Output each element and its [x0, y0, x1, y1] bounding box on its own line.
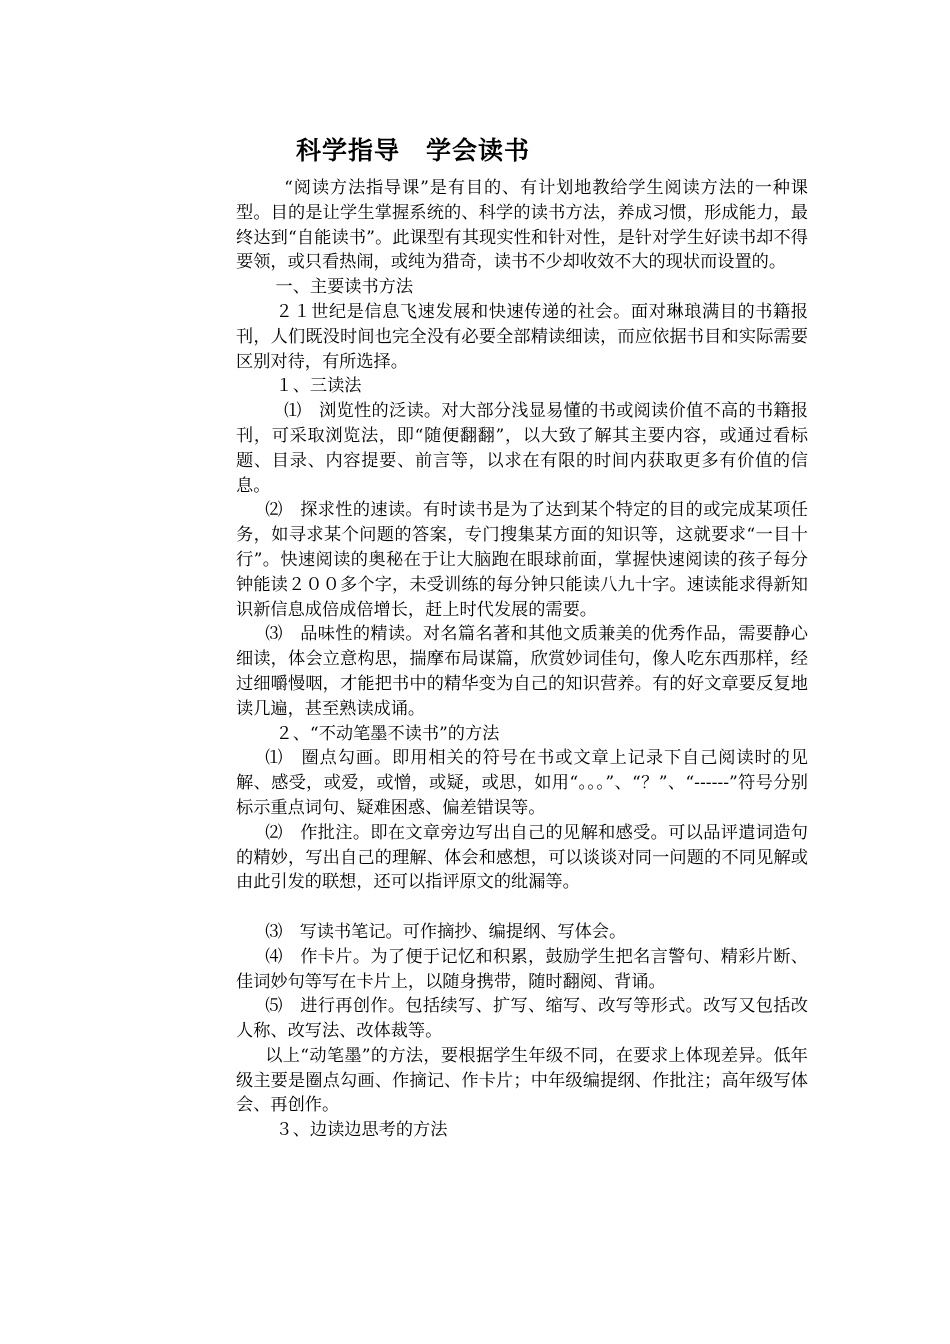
section-heading: 一、主要读书方法 — [275, 277, 414, 298]
subsection-heading: １、三读法 — [275, 376, 362, 397]
list-item-paragraph: ⑶ 写读书笔记。可作摘抄、编提纲、写体会。 — [265, 921, 627, 942]
blank-line — [236, 895, 808, 920]
list-item-paragraph: ⑵ 作批注。即在文章旁边写出自己的见解和感受。可以品评遣词造句的精妙，写出自己的理解、体会和感想，可以谈谈对同一问题的不同见解或由此引发的联想，还可以指评原文的纰漏等。 — [236, 822, 808, 893]
list-item-paragraph: ⑸ 进行再创作。包括续写、扩写、缩写、改写等形式。改写又包括改人称、改写法、改体裁等。 — [236, 996, 808, 1042]
list-item-paragraph: ⑵ 探求性的速读。有时读书是为了达到某个特定的目的或完成某项任务，如寻求某个问题的答案，专门搜集某方面的知识等，这就要求“一目十行”。快速阅读的奥秘在于让大脑跑在眼球前面，掌握快速阅读的孩子每分钟能读２００多个字，未受训练的每分钟只能读八九十字。速读能求得新知识新信息成倍成倍增长，赶上时代发展的需要。 — [236, 500, 808, 620]
intro-paragraph: “阅读方法指导课”是有目的、有计划地教给学生阅读方法的一种课型。目的是让学生掌握系统的、科学的读书方法，养成习惯，形成能力，最终达到“自能读书”。此课型有其现实性和针对性，是针对学生好读书却不得要领，或只看热闹，或纯为猎奇，读书不少却收效不大的现状而设置的。 — [236, 178, 808, 273]
subsection-heading: ３、边读边思考的方法 — [275, 1120, 448, 1141]
list-item-paragraph: ⑶ 品味性的精读。对名篇名著和其他文质兼美的优秀作品，需要静心细读，体会立意构思，揣摩布局谋篇，欣赏妙词佳句，像人吃东西那样，经过细嚼慢咽，才能把书中的精华变为自己的知识营养。有的好文章要反复地读几遍，甚至熟读成诵。 — [236, 624, 808, 719]
body-paragraph: ２１世纪是信息飞速发展和快速传递的社会。面对琳琅满目的书籍报刊，人们既没时间也完全没有必要全部精读细读，而应依据书目和实际需要区别对待，有所选择。 — [236, 301, 808, 372]
list-item-paragraph: ⑷ 作卡片。为了便于记忆和积累，鼓励学生把名言警句、精彩片断、佳词妙句等写在卡片上，以随身携带，随时翻阅、背诵。 — [236, 946, 808, 992]
subsection-heading: ２、“不动笔墨不读书”的方法 — [275, 723, 500, 744]
list-item-paragraph: ⑴ 浏览性的泛读。对大部分浅显易懂的书或阅读价值不高的书籍报刊，可采取浏览法，即“随便翻翻”，以大致了解其主要内容，或通过看标题、目录、内容提要、前言等，以求在有限的时间内获取更多有价值的信息。 — [236, 401, 808, 496]
body-paragraph: 以上“动笔墨”的方法，要根据学生年级不同，在要求上体现差异。低年级主要是圈点勾画、作摘记、作卡片；中年级编提纲、作批注；高年级写体会、再创作。 — [236, 1045, 808, 1116]
list-item-paragraph: ⑴ 圈点勾画。即用相关的符号在书或文章上记录下自己阅读时的见解、感受，或爱，或憎，或疑，或思，如用“。。。”、“？”、“------”符号分别标示重点词句、疑难困惑、偏差错误等。 — [236, 748, 808, 818]
document-body — [236, 176, 808, 1143]
document-title: 科学指导 学会读书 — [296, 136, 531, 165]
